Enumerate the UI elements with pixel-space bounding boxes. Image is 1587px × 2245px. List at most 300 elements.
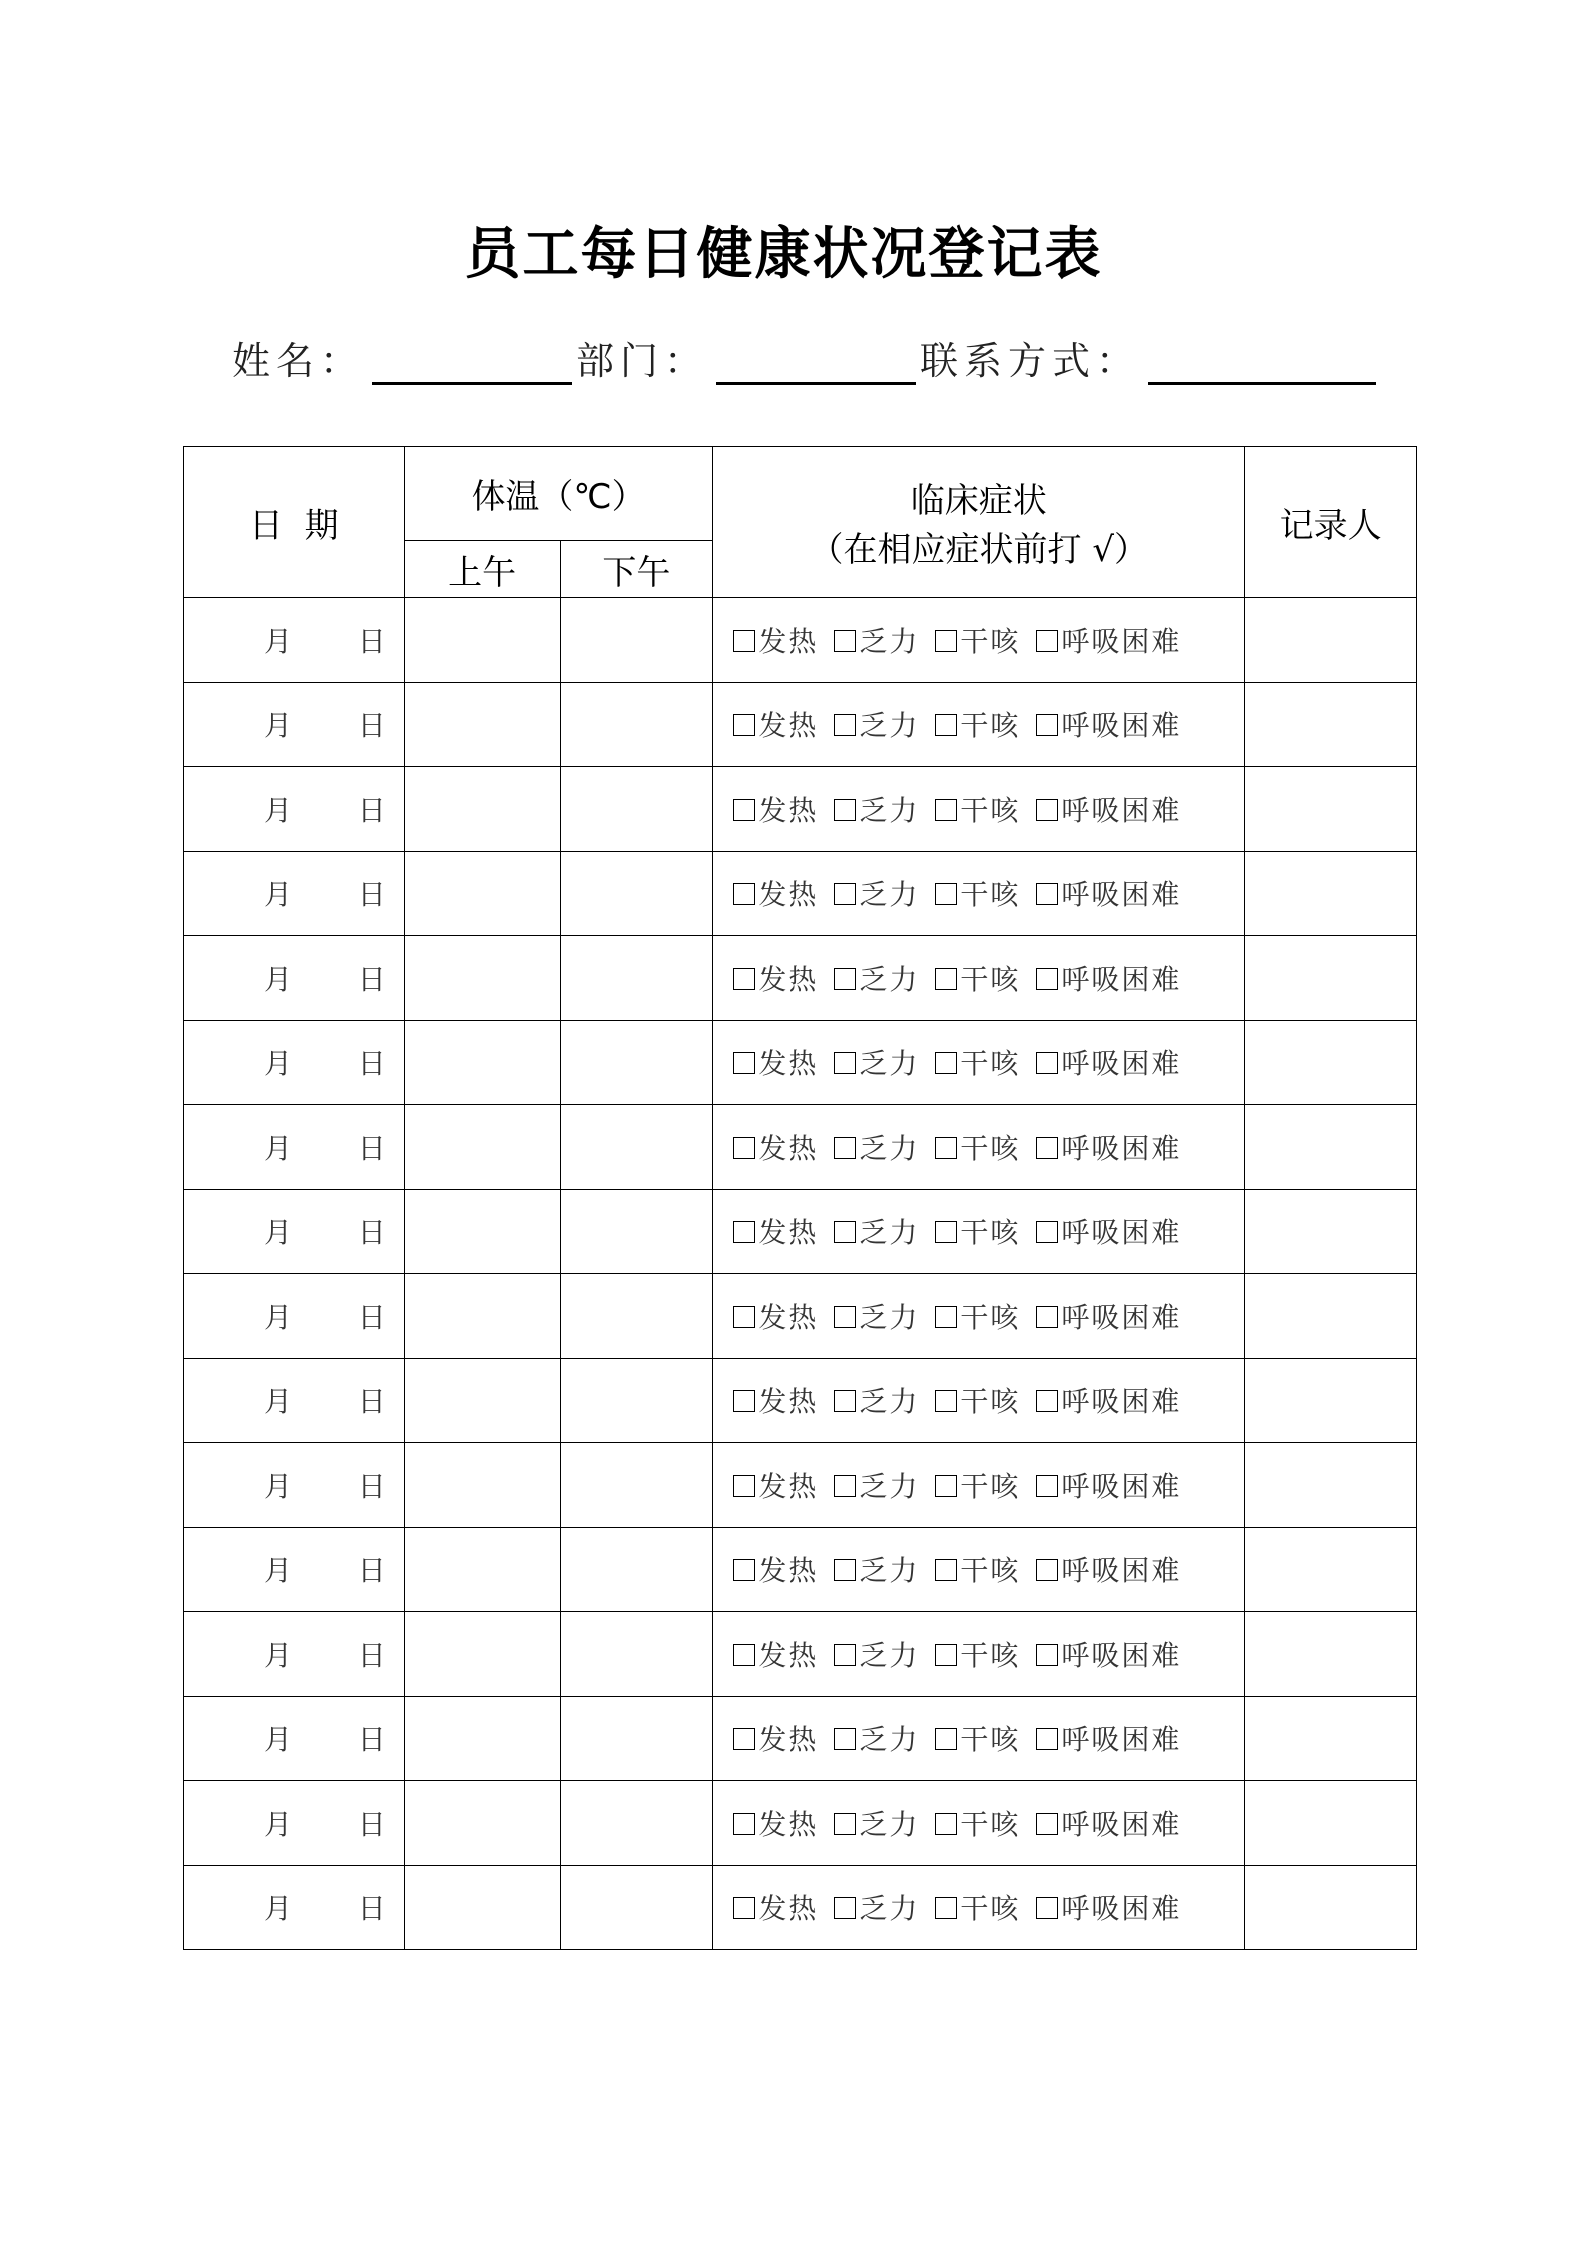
- date-cell[interactable]: [184, 682, 405, 767]
- symptom-label: 发热: [758, 878, 819, 912]
- checkbox[interactable]: [733, 1813, 755, 1835]
- symptom-label: 发热: [758, 1300, 819, 1334]
- date-cell[interactable]: [184, 1781, 405, 1866]
- recorder-cell[interactable]: [1245, 1274, 1417, 1359]
- recorder-cell[interactable]: [1245, 598, 1417, 683]
- month-label: 月: [264, 624, 293, 658]
- month-label: 月: [264, 1047, 293, 1081]
- symptom-label: 干咳: [960, 1892, 1021, 1926]
- symptoms-cell: [713, 682, 1245, 767]
- table-row: [184, 1274, 1417, 1359]
- date-cell[interactable]: [184, 1358, 405, 1443]
- checkbox[interactable]: [1036, 714, 1058, 736]
- symptom-label: 干咳: [960, 1638, 1021, 1672]
- checkbox[interactable]: [834, 1221, 856, 1243]
- symptom-option[interactable]: [1036, 1808, 1181, 1841]
- symptom-option[interactable]: [1036, 1047, 1181, 1080]
- checkbox[interactable]: [834, 1897, 856, 1919]
- header-temperature: 体温（℃）: [404, 447, 713, 541]
- pm-temp-cell[interactable]: [560, 1612, 713, 1697]
- symptom-label: 乏力: [859, 1638, 920, 1672]
- symptom-option[interactable]: [1036, 963, 1181, 996]
- table-row: [184, 1105, 1417, 1190]
- symptom-option[interactable]: [1036, 794, 1181, 827]
- am-temp-cell[interactable]: [404, 682, 560, 767]
- symptom-option[interactable]: [733, 1216, 818, 1249]
- checkbox[interactable]: [834, 714, 856, 736]
- symptom-option[interactable]: [935, 1047, 1020, 1080]
- symptom-label: 呼吸困难: [1061, 1892, 1182, 1926]
- symptom-label: 呼吸困难: [1061, 1554, 1182, 1588]
- checkbox[interactable]: [733, 1559, 755, 1581]
- symptom-label: 呼吸困难: [1061, 878, 1182, 912]
- checkbox[interactable]: [733, 1221, 755, 1243]
- symptom-label: 呼吸困难: [1061, 1723, 1182, 1757]
- recorder-cell[interactable]: [1245, 1527, 1417, 1612]
- month-label: 月: [264, 1807, 293, 1841]
- day-label: 日: [357, 1385, 386, 1419]
- am-temp-cell[interactable]: [404, 1189, 560, 1274]
- month-label: 月: [264, 1554, 293, 1588]
- symptom-option[interactable]: [935, 1132, 1020, 1165]
- am-temp-cell[interactable]: [404, 767, 560, 852]
- checkbox[interactable]: [834, 968, 856, 990]
- day-label: 日: [357, 1469, 386, 1503]
- checkbox[interactable]: [733, 799, 755, 821]
- pm-temp-cell[interactable]: [560, 1443, 713, 1528]
- symptom-option[interactable]: [834, 963, 919, 996]
- day-label: 日: [357, 1723, 386, 1757]
- symptom-option[interactable]: [935, 625, 1020, 658]
- symptom-label: 干咳: [960, 1385, 1021, 1419]
- checkbox[interactable]: [935, 1559, 957, 1581]
- am-temp-cell[interactable]: [404, 1612, 560, 1697]
- recorder-cell[interactable]: [1245, 936, 1417, 1021]
- symptom-option[interactable]: [935, 1470, 1020, 1503]
- checkbox[interactable]: [1036, 1306, 1058, 1328]
- checkbox[interactable]: [733, 630, 755, 652]
- day-label: 日: [357, 1807, 386, 1841]
- recorder-cell[interactable]: [1245, 1696, 1417, 1781]
- checkbox[interactable]: [935, 630, 957, 652]
- checkbox[interactable]: [733, 968, 755, 990]
- header-symptoms-hint: （在相应症状前打 √）: [809, 530, 1149, 570]
- pm-temp-cell[interactable]: [560, 1105, 713, 1190]
- date-cell[interactable]: [184, 598, 405, 683]
- symptom-option[interactable]: [733, 963, 818, 996]
- symptom-label: 呼吸困难: [1061, 1216, 1182, 1250]
- checkbox[interactable]: [1036, 1897, 1058, 1919]
- symptom-option[interactable]: [733, 1047, 818, 1080]
- symptom-option[interactable]: [733, 1639, 818, 1672]
- symptom-option[interactable]: [733, 878, 818, 911]
- symptom-option[interactable]: [733, 794, 818, 827]
- recorder-cell[interactable]: [1245, 767, 1417, 852]
- pm-temp-cell[interactable]: [560, 1358, 713, 1443]
- table-row: [184, 1696, 1417, 1781]
- am-temp-cell[interactable]: [404, 851, 560, 936]
- recorder-cell[interactable]: [1245, 1612, 1417, 1697]
- symptom-label: 发热: [758, 1216, 819, 1250]
- symptom-label: 发热: [758, 1385, 819, 1419]
- checkbox[interactable]: [834, 1644, 856, 1666]
- day-label: 日: [357, 1554, 386, 1588]
- symptoms-cell: [713, 1189, 1245, 1274]
- info-line: [232, 330, 1380, 385]
- recorder-cell[interactable]: [1245, 1443, 1417, 1528]
- symptom-option[interactable]: [935, 1639, 1020, 1672]
- day-label: 日: [357, 878, 386, 912]
- recorder-cell[interactable]: [1245, 682, 1417, 767]
- symptom-label: 呼吸困难: [1061, 1638, 1182, 1672]
- symptom-option[interactable]: [733, 625, 818, 658]
- symptom-label: 干咳: [960, 624, 1021, 658]
- symptom-label: 呼吸困难: [1061, 1300, 1182, 1334]
- pm-temp-cell[interactable]: [560, 1274, 713, 1359]
- symptom-option[interactable]: [834, 1808, 919, 1841]
- table-row: [184, 1358, 1417, 1443]
- month-label: 月: [264, 709, 293, 743]
- checkbox[interactable]: [733, 1475, 755, 1497]
- symptom-option[interactable]: [1036, 1470, 1181, 1503]
- checkbox[interactable]: [935, 799, 957, 821]
- symptoms-cell: [713, 1527, 1245, 1612]
- am-temp-cell[interactable]: [404, 1527, 560, 1612]
- dept-field[interactable]: [716, 342, 916, 385]
- symptom-option[interactable]: [1036, 1385, 1181, 1418]
- symptom-label: 呼吸困难: [1061, 709, 1182, 743]
- checkbox[interactable]: [1036, 799, 1058, 821]
- checkbox[interactable]: [1036, 1390, 1058, 1412]
- table-row: [184, 767, 1417, 852]
- checkbox[interactable]: [935, 714, 957, 736]
- symptom-option[interactable]: [935, 1808, 1020, 1841]
- symptom-option[interactable]: [834, 1047, 919, 1080]
- symptom-option[interactable]: [834, 1385, 919, 1418]
- pm-temp-cell[interactable]: [560, 598, 713, 683]
- am-temp-cell[interactable]: [404, 1274, 560, 1359]
- symptom-option[interactable]: [834, 1639, 919, 1672]
- date-cell[interactable]: [184, 1527, 405, 1612]
- pm-temp-cell[interactable]: [560, 1189, 713, 1274]
- checkbox[interactable]: [834, 1728, 856, 1750]
- symptom-option[interactable]: [1036, 1132, 1181, 1165]
- symptom-label: 发热: [758, 1723, 819, 1757]
- symptoms-cell: [713, 1865, 1245, 1950]
- header-date: 日 期: [184, 447, 405, 598]
- checkbox[interactable]: [834, 1137, 856, 1159]
- checkbox[interactable]: [935, 883, 957, 905]
- symptom-option[interactable]: [733, 1723, 818, 1756]
- am-temp-cell[interactable]: [404, 1696, 560, 1781]
- table-row: [184, 1865, 1417, 1950]
- day-label: 日: [357, 793, 386, 827]
- checkbox[interactable]: [834, 799, 856, 821]
- symptom-label: 呼吸困难: [1061, 1807, 1182, 1841]
- symptom-label: 发热: [758, 1554, 819, 1588]
- checkbox[interactable]: [733, 1897, 755, 1919]
- symptom-label: 乏力: [859, 878, 920, 912]
- month-label: 月: [264, 1723, 293, 1757]
- symptom-option[interactable]: [935, 1301, 1020, 1334]
- am-temp-cell[interactable]: [404, 1781, 560, 1866]
- symptom-option[interactable]: [733, 1132, 818, 1165]
- checkbox[interactable]: [935, 1813, 957, 1835]
- am-temp-cell[interactable]: [404, 1443, 560, 1528]
- symptom-option[interactable]: [935, 1216, 1020, 1249]
- symptoms-cell: [713, 1358, 1245, 1443]
- date-cell[interactable]: [184, 767, 405, 852]
- symptom-label: 发热: [758, 1807, 819, 1841]
- symptom-label: 发热: [758, 1131, 819, 1165]
- month-label: 月: [264, 1300, 293, 1334]
- table-row: [184, 851, 1417, 936]
- checkbox[interactable]: [935, 1221, 957, 1243]
- symptom-option[interactable]: [834, 794, 919, 827]
- recorder-cell[interactable]: [1245, 1189, 1417, 1274]
- symptom-label: 干咳: [960, 962, 1021, 996]
- dept-label: 部门：: [576, 339, 709, 383]
- recorder-cell[interactable]: [1245, 1105, 1417, 1190]
- symptoms-cell: [713, 1781, 1245, 1866]
- symptom-option[interactable]: [834, 878, 919, 911]
- checkbox[interactable]: [935, 1897, 957, 1919]
- symptoms-cell: [713, 767, 1245, 852]
- symptom-label: 乏力: [859, 1385, 920, 1419]
- date-cell[interactable]: [184, 1189, 405, 1274]
- name-label: 姓名：: [232, 339, 365, 383]
- symptom-label: 乏力: [859, 1300, 920, 1334]
- checkbox[interactable]: [935, 1137, 957, 1159]
- table-row: [184, 682, 1417, 767]
- symptom-option[interactable]: [733, 709, 818, 742]
- pm-temp-cell[interactable]: [560, 1527, 713, 1612]
- symptom-label: 干咳: [960, 793, 1021, 827]
- checkbox[interactable]: [1036, 630, 1058, 652]
- name-field[interactable]: [372, 342, 572, 385]
- pm-temp-cell[interactable]: [560, 936, 713, 1021]
- checkbox[interactable]: [834, 1559, 856, 1581]
- checkbox[interactable]: [1036, 883, 1058, 905]
- checkbox[interactable]: [935, 968, 957, 990]
- symptoms-cell: [713, 936, 1245, 1021]
- symptom-label: 干咳: [960, 1047, 1021, 1081]
- date-cell[interactable]: [184, 1612, 405, 1697]
- symptom-label: 发热: [758, 793, 819, 827]
- symptom-option[interactable]: [733, 1554, 818, 1587]
- symptom-option[interactable]: [935, 709, 1020, 742]
- date-cell[interactable]: [184, 1696, 405, 1781]
- checkbox[interactable]: [1036, 1728, 1058, 1750]
- symptom-option[interactable]: [935, 1723, 1020, 1756]
- symptom-label: 乏力: [859, 1807, 920, 1841]
- symptom-label: 乏力: [859, 1892, 920, 1926]
- checkbox[interactable]: [834, 1306, 856, 1328]
- symptom-label: 乏力: [859, 793, 920, 827]
- table-row: [184, 1189, 1417, 1274]
- symptom-label: 发热: [758, 624, 819, 658]
- checkbox[interactable]: [935, 1475, 957, 1497]
- contact-field[interactable]: [1148, 342, 1376, 385]
- month-label: 月: [264, 1638, 293, 1672]
- checkbox[interactable]: [834, 883, 856, 905]
- checkbox[interactable]: [935, 1390, 957, 1412]
- symptom-label: 呼吸困难: [1061, 793, 1182, 827]
- checkbox[interactable]: [1036, 1221, 1058, 1243]
- checkbox[interactable]: [935, 1728, 957, 1750]
- pm-temp-cell[interactable]: [560, 851, 713, 936]
- checkbox[interactable]: [1036, 1475, 1058, 1497]
- checkbox[interactable]: [834, 630, 856, 652]
- recorder-cell[interactable]: [1245, 1358, 1417, 1443]
- am-temp-cell[interactable]: [404, 936, 560, 1021]
- symptom-option[interactable]: [1036, 1301, 1181, 1334]
- checkbox[interactable]: [834, 1813, 856, 1835]
- symptom-label: 干咳: [960, 1554, 1021, 1588]
- checkbox[interactable]: [733, 1306, 755, 1328]
- date-cell[interactable]: [184, 1274, 405, 1359]
- symptom-option[interactable]: [1036, 1554, 1181, 1587]
- symptom-label: 发热: [758, 1469, 819, 1503]
- symptom-option[interactable]: [834, 1470, 919, 1503]
- date-cell[interactable]: [184, 851, 405, 936]
- am-temp-cell[interactable]: [404, 1105, 560, 1190]
- checkbox[interactable]: [1036, 1052, 1058, 1074]
- pm-temp-cell[interactable]: [560, 767, 713, 852]
- recorder-cell[interactable]: [1245, 851, 1417, 936]
- symptom-label: 乏力: [859, 1723, 920, 1757]
- symptom-option[interactable]: [834, 625, 919, 658]
- symptom-option[interactable]: [834, 709, 919, 742]
- checkbox[interactable]: [733, 1137, 755, 1159]
- symptoms-cell: [713, 1696, 1245, 1781]
- header-recorder: 记录人: [1245, 447, 1417, 598]
- symptom-option[interactable]: [1036, 709, 1181, 742]
- am-temp-cell[interactable]: [404, 1358, 560, 1443]
- month-label: 月: [264, 962, 293, 996]
- am-temp-cell[interactable]: [404, 1865, 560, 1950]
- date-cell[interactable]: [184, 1443, 405, 1528]
- table-row: [184, 1443, 1417, 1528]
- checkbox[interactable]: [733, 1052, 755, 1074]
- checkbox[interactable]: [1036, 1559, 1058, 1581]
- checkbox[interactable]: [935, 1306, 957, 1328]
- symptoms-cell: [713, 1443, 1245, 1528]
- checkbox[interactable]: [1036, 1137, 1058, 1159]
- symptoms-cell: [713, 1274, 1245, 1359]
- date-cell[interactable]: [184, 1020, 405, 1105]
- header-symptoms: [713, 447, 1245, 598]
- month-label: 月: [264, 1385, 293, 1419]
- symptoms-cell: [713, 598, 1245, 683]
- symptom-label: 呼吸困难: [1061, 1131, 1182, 1165]
- header-pm: 下午: [560, 541, 713, 598]
- symptom-option[interactable]: [834, 1554, 919, 1587]
- am-temp-cell[interactable]: [404, 1020, 560, 1105]
- date-cell[interactable]: [184, 1105, 405, 1190]
- symptom-option[interactable]: [935, 1385, 1020, 1418]
- pm-temp-cell[interactable]: [560, 682, 713, 767]
- date-cell[interactable]: [184, 1865, 405, 1950]
- symptom-option[interactable]: [935, 1554, 1020, 1587]
- day-label: 日: [357, 1300, 386, 1334]
- checkbox[interactable]: [834, 1475, 856, 1497]
- pm-temp-cell[interactable]: [560, 1696, 713, 1781]
- symptom-label: 发热: [758, 1638, 819, 1672]
- month-label: 月: [264, 1892, 293, 1926]
- checkbox[interactable]: [834, 1390, 856, 1412]
- table-row: [184, 1020, 1417, 1105]
- checkbox[interactable]: [935, 1644, 957, 1666]
- checkbox[interactable]: [1036, 1813, 1058, 1835]
- date-cell[interactable]: [184, 936, 405, 1021]
- symptom-option[interactable]: [733, 1301, 818, 1334]
- symptom-option[interactable]: [1036, 625, 1181, 658]
- symptom-option[interactable]: [834, 1301, 919, 1334]
- checkbox[interactable]: [733, 1644, 755, 1666]
- symptoms-cell: [713, 851, 1245, 936]
- pm-temp-cell[interactable]: [560, 1781, 713, 1866]
- symptom-label: 干咳: [960, 709, 1021, 743]
- symptom-option[interactable]: [733, 1470, 818, 1503]
- symptom-option[interactable]: [935, 878, 1020, 911]
- symptom-option[interactable]: [935, 1892, 1020, 1925]
- symptoms-cell: [713, 1020, 1245, 1105]
- symptom-option[interactable]: [1036, 1723, 1181, 1756]
- pm-temp-cell[interactable]: [560, 1865, 713, 1950]
- checkbox[interactable]: [834, 1052, 856, 1074]
- symptom-option[interactable]: [935, 794, 1020, 827]
- header-am: 上午: [404, 541, 560, 598]
- checkbox[interactable]: [935, 1052, 957, 1074]
- checkbox[interactable]: [1036, 968, 1058, 990]
- month-label: 月: [264, 1131, 293, 1165]
- symptom-label: 干咳: [960, 1723, 1021, 1757]
- symptom-option[interactable]: [1036, 1216, 1181, 1249]
- day-label: 日: [357, 1047, 386, 1081]
- symptom-label: 干咳: [960, 1300, 1021, 1334]
- checkbox[interactable]: [733, 1728, 755, 1750]
- checkbox[interactable]: [733, 883, 755, 905]
- symptom-option[interactable]: [1036, 878, 1181, 911]
- symptom-label: 干咳: [960, 1131, 1021, 1165]
- table-row: [184, 1781, 1417, 1866]
- symptom-label: 乏力: [859, 1469, 920, 1503]
- pm-temp-cell[interactable]: [560, 1020, 713, 1105]
- symptom-option[interactable]: [834, 1216, 919, 1249]
- symptom-option[interactable]: [733, 1808, 818, 1841]
- symptom-option[interactable]: [834, 1132, 919, 1165]
- day-label: 日: [357, 709, 386, 743]
- checkbox[interactable]: [733, 1390, 755, 1412]
- day-label: 日: [357, 1638, 386, 1672]
- symptom-label: 干咳: [960, 878, 1021, 912]
- symptom-label: 发热: [758, 709, 819, 743]
- recorder-cell[interactable]: [1245, 1020, 1417, 1105]
- symptom-option[interactable]: [1036, 1639, 1181, 1672]
- am-temp-cell[interactable]: [404, 598, 560, 683]
- recorder-cell[interactable]: [1245, 1781, 1417, 1866]
- symptom-option[interactable]: [733, 1892, 818, 1925]
- symptom-option[interactable]: [935, 963, 1020, 996]
- recorder-cell[interactable]: [1245, 1865, 1417, 1950]
- checkbox[interactable]: [733, 714, 755, 736]
- symptom-option[interactable]: [834, 1892, 919, 1925]
- symptom-option[interactable]: [733, 1385, 818, 1418]
- symptom-option[interactable]: [1036, 1892, 1181, 1925]
- checkbox[interactable]: [1036, 1644, 1058, 1666]
- symptom-option[interactable]: [834, 1723, 919, 1756]
